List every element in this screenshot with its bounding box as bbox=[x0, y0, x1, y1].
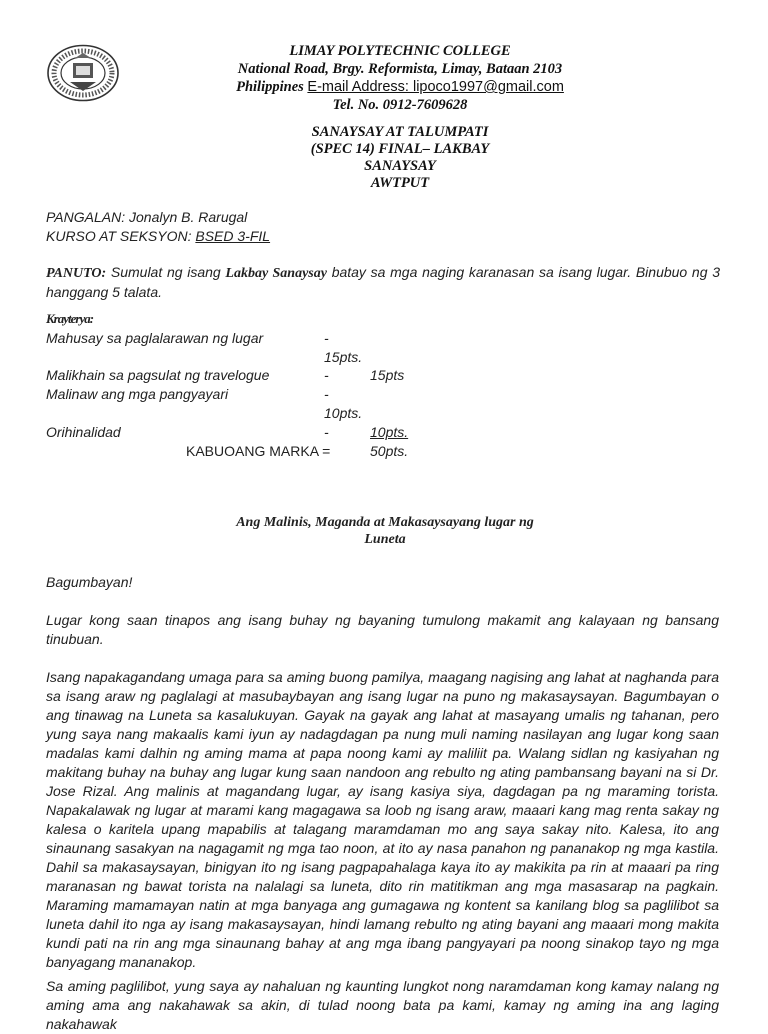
title-line-1: SANAYSAY AT TALUMPATI bbox=[311, 124, 489, 140]
essay-greeting: Bagumbayan! bbox=[46, 574, 133, 590]
rubric-dash: - bbox=[324, 329, 329, 346]
total-points: 50pts. bbox=[370, 442, 409, 459]
course-line bbox=[46, 227, 270, 245]
essay-title bbox=[180, 514, 590, 548]
college-name: LIMAY POLYTECHNIC COLLEGE bbox=[289, 43, 511, 59]
rubric-row bbox=[46, 366, 466, 385]
instructions bbox=[46, 263, 720, 302]
rubric-row bbox=[46, 329, 466, 348]
instructions-text-2: batay sa mga naging karanasan sa isang lugar. Binubuo ng 3 hanggang 5 talata. bbox=[46, 264, 721, 300]
rubric-total-row bbox=[46, 442, 466, 461]
course-value: BSED 3-FIL bbox=[195, 228, 271, 244]
rubric-table bbox=[46, 310, 466, 460]
rubric-dash: - bbox=[324, 367, 329, 384]
rubric-dash: - bbox=[324, 423, 329, 440]
rubric-criterion: Orihinalidad bbox=[46, 423, 121, 440]
student-name-line bbox=[46, 208, 247, 226]
document-title bbox=[200, 124, 600, 192]
rubric-criterion: Malinaw ang mga pangyayari bbox=[46, 386, 229, 403]
course-label: KURSO AT SEKSYON: bbox=[46, 228, 192, 244]
telephone: Tel. No. 0912-7609628 bbox=[332, 97, 468, 113]
name-label: PANGALAN: bbox=[46, 209, 126, 225]
essay-paragraph-3: Sa aming paglilibot, yung saya ay nahaluan ng kaunting lungkot nong naramdaman kong kamay nalang ng aming ama ang nakahawak sa akin, di tulad noong bata pa kami, kamay ng aming ina ang laging nakahawak bbox=[46, 978, 719, 1032]
essay-paragraph-2: Isang napakagandang umaga para sa aming buong pamilya, maagang nagising ang lahat at naghanda para sa isang araw ng paglalagi at masubaybayan ang isang lugar na puno ng makasaysayan. Bagumbayan o ang tinawag na Luneta sa kasalukuyan. Gayak na gayak ang lahat at masayang umalis ng tahanan, pero yung saya nang makaalis kami iyun ay nadagdagan pa nung muli naming nasilayan ang lugar kong saan madalas kami dalhin ng aming mama at papa noong kami ay maliliit pa. Walang sidlan ng kasiyahan ng makitang buhay na buhay ang lugar kung saan nandoon ang rebulto ng ating pambansang bayani na si Dr. Jose Rizal. Ang malinis at magandang lugar, ay isang kasiya siya, dagdagan pa ng maraming torista. Napakalawak ng lugar at marami kang magagawa sa loob ng isang araw, maaari kang mag renta sakay ng kalesa o karitela upang mapabilis at talagang maramdaman mo ang saya sakay nito. Kalesa, ito ang sinaunang sasakyan na nagagamit ng mga tao noon, at ito ay nasa panahon ng pananakop ng mga kastila. Dahil sa makasaysayan, binigyan ito ng isang pagpapahalaga kaya ito ay makikita pa rin at maaari pa ring maranasan ng bawat torista na nalalagi sa luneta, dito rin matitikman ang mga masasarap na pagkain. Maraming mamamayan natin at mga banyaga ang gumagawa ng kontent sa kanilang blog sa paglilibot sa luneta dahil ito nga ay isang makasaysayan, hindi lamang rebulto ng ating bayani ang maaari mong makita kundi pati na rin ang mga sinaunang bahay at ang mga ibang pangyayari pa noong sinakop tayo ng mga banyagang mananakop. bbox=[46, 669, 719, 970]
student-name: Jonalyn B. Rarugal bbox=[129, 209, 248, 225]
rubric-criterion: Mahusay sa paglalarawan ng lugar bbox=[46, 329, 264, 346]
rubric-points: 10pts. bbox=[370, 423, 409, 440]
total-label: KABUOANG MARKA = bbox=[186, 442, 331, 459]
contact-line bbox=[180, 78, 620, 96]
title-line-3: SANAYSAY bbox=[364, 158, 436, 174]
essay-title-line-1: Ang Malinis, Maganda at Makasaysayang lugar ng bbox=[236, 515, 534, 530]
rubric-points: 15pts. bbox=[324, 348, 363, 365]
rubric-points: 15pts bbox=[370, 367, 405, 384]
country: Philippines bbox=[236, 79, 304, 95]
rubric-points: 10pts. bbox=[324, 404, 363, 421]
rubric-row bbox=[46, 423, 466, 442]
rubric-criterion: Malikhain sa pagsulat ng travelogue bbox=[46, 367, 270, 384]
rubric-dash: - bbox=[324, 386, 329, 403]
instructions-emphasis: Lakbay Sanaysay bbox=[225, 266, 327, 281]
essay-paragraph-1: Lugar kong saan tinapos ang isang buhay ng bayaning tumulong makamit ang kalayaan ng bansang tinubuan. bbox=[46, 612, 719, 647]
title-line-2: (SPEC 14) FINAL– LAKBAY bbox=[310, 141, 490, 157]
email-link[interactable]: E-mail Address: lipoco1997@gmail.com bbox=[307, 79, 564, 95]
title-line-4: AWTPUT bbox=[370, 175, 430, 191]
rubric-heading: Krayterya: bbox=[46, 311, 94, 326]
college-seal-icon bbox=[46, 44, 120, 102]
college-address: National Road, Brgy. Reformista, Limay, Bataan 2103 bbox=[237, 61, 563, 77]
essay-title-line-2: Luneta bbox=[364, 532, 406, 547]
instructions-text-1: Sumulat ng isang bbox=[110, 264, 221, 280]
instructions-label: PANUTO: bbox=[46, 266, 107, 281]
rubric-row bbox=[46, 385, 466, 404]
